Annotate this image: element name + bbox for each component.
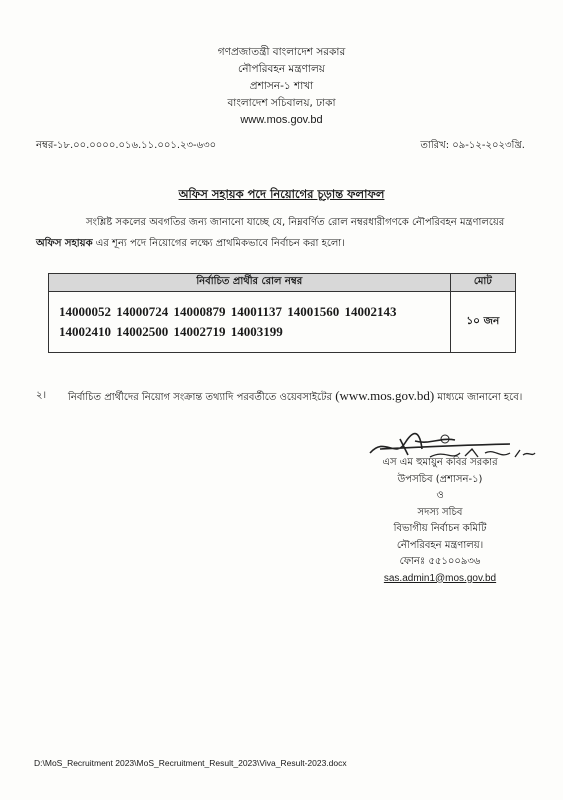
intro-text-1: সংশ্লিষ্ট সকলের অবগতির জন্য জানানো যাচ্ছে যে, নিম্নবর্ণিত রোল নম্বরধারীগণকে নৌপরিবহন মন্ত্রণালয়ের [86, 217, 505, 228]
header-roll-numbers: নির্বাচিত প্রার্থীর রোল নম্বর [49, 274, 451, 292]
ministry-name: নৌপরিবহন মন্ত্রণালয় [238, 63, 325, 75]
roll-line-1: 14000052 14000724 14000879 14001137 14001560 14002143 [59, 304, 397, 319]
table-row [49, 292, 516, 353]
conjunction: ও [436, 490, 444, 501]
signatory-designation: উপসচিব (প্রশাসন-১) [397, 473, 483, 485]
document-title [0, 186, 563, 205]
post-name: অফিস সহায়ক [36, 238, 93, 249]
roll-line-2: 14002410 14002500 14002719 14003199 [59, 324, 283, 339]
paragraph-number: ২। [36, 390, 47, 401]
signatory-phone: ফোনঃ ৫৫১০০৯৩৬ [399, 556, 481, 567]
title-text: অফিস সহায়ক পদে নিয়োগের চূড়ান্ত ফলাফল [178, 187, 385, 201]
header-total: মোট [450, 274, 515, 292]
issue-date: তারিখ: ০৯-১২-২০২৩খ্রি. [420, 140, 525, 151]
file-path: D:\MoS_Recruitment 2023\MoS_Recruitment_Result_2023\Viva_Result-2023.docx [34, 758, 347, 768]
intro-text-2: এর শূন্য পদে নিয়োগের লক্ষ্যে প্রাথমিকভাবে নির্বাচন করা হলো। [92, 238, 345, 249]
website-link: (www.mos.gov.bd) [335, 388, 435, 403]
committee-name: বিভাগীয় নির্বাচন কমিটি [393, 523, 487, 534]
table-header-row [49, 274, 516, 292]
intro-paragraph [36, 212, 526, 254]
signatory-name: এস এম হুমায়ুন কবির সরকার [382, 457, 498, 468]
letterhead [0, 44, 563, 129]
signatory-ministry: নৌপরিবহন মন্ত্রণালয়। [396, 539, 484, 551]
office-address: বাংলাদেশ সচিবালয়, ঢাকা [227, 97, 336, 109]
total-count: ১০ জন [450, 292, 515, 353]
committee-role: সদস্য সচিব [417, 506, 463, 518]
roll-numbers-cell [49, 292, 451, 353]
website-paragraph [68, 386, 528, 407]
section-name: প্রশাসন-১ শাখা [249, 80, 314, 92]
govt-name: গণপ্রজাতন্ত্রী বাংলাদেশ সরকার [217, 46, 346, 58]
result-table [48, 273, 516, 353]
signature-block [340, 455, 540, 587]
memo-number: নম্বর-১৮.০০.০০০০.০১৬.১১.০০১.২৩-৬৩০ [36, 140, 217, 151]
para2-text-2: মাধ্যমে জানানো হবে। [434, 392, 523, 403]
signatory-email[interactable]: sas.admin1@mos.gov.bd [383, 572, 497, 584]
para2-text-1: নির্বাচিত প্রার্থীদের নিয়োগ সংক্রান্ত তথ্যাদি পরবর্তীতে ওয়েবসাইটের [68, 392, 336, 403]
website: www.mos.gov.bd [240, 114, 323, 126]
